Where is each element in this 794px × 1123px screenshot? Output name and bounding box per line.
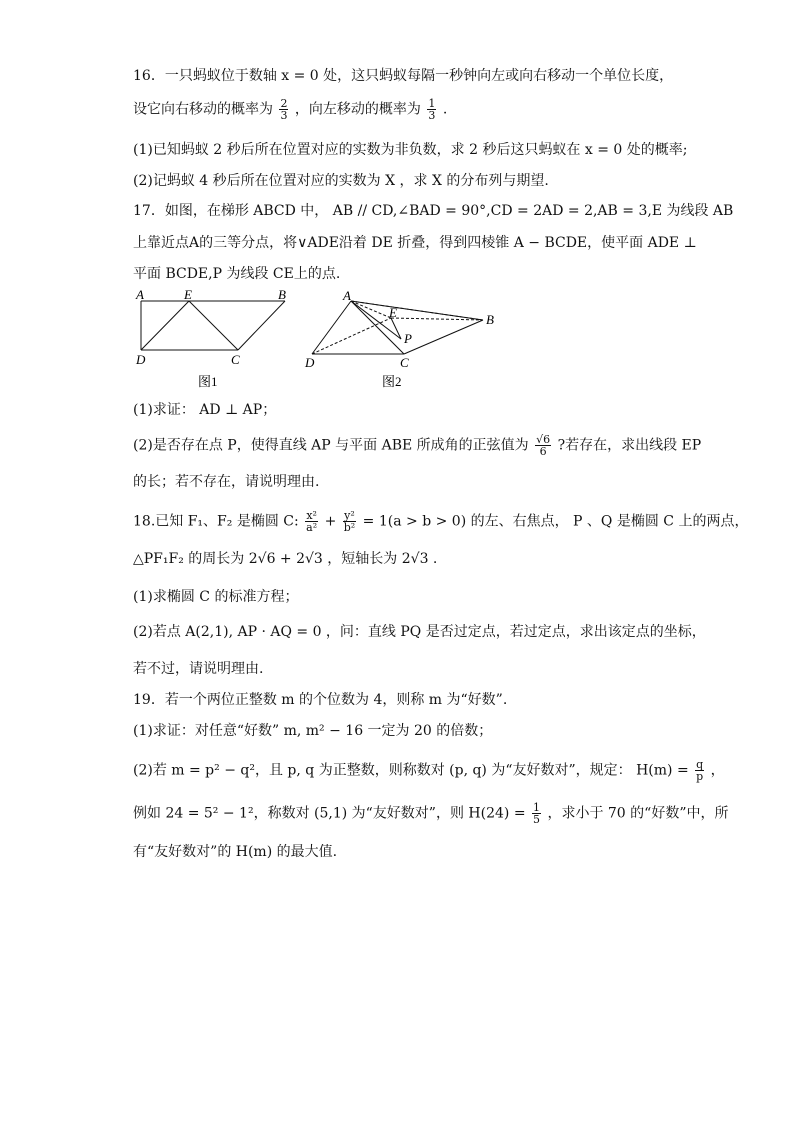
q17-line-3: 平面 BCDE,P 为线段 CE上的点.: [133, 266, 341, 282]
fraction-1-5: $\frac{1}{5}$: [533, 801, 540, 826]
q19-part-2: [133, 759, 725, 782]
fraction-1-3: $\frac{1}{3}$: [428, 97, 436, 122]
fig2-label-p: P: [404, 331, 412, 346]
q18-line-1: [133, 510, 748, 533]
figure-2-caption: 图2: [382, 374, 402, 389]
q16-part-1: (1)已知蚂蚁 2 秒后所在位置对应的实数为非负数，求 2 秒后这只蚂蚁在 x = 0 处的概率;: [133, 142, 688, 158]
q19-part-2-text-a: (2)若 m = p² − q²，且 p, q 为正整数，则称数对 (p, q) 为“友好数对”，规定： H(m) =: [133, 762, 689, 779]
q19-part-1: (1)求证：对任意“好数” m, m² − 16 一定为 20 的倍数；: [133, 723, 493, 739]
q18-line-2: △PF₁F₂ 的周长为 2√6 + 2√3 ，短轴长为 2√3 .: [133, 551, 438, 567]
q17-part-2-text-b: ?若存在，求出线段 EP: [557, 437, 702, 454]
fraction-sqrt6-6: $\frac{√6}{6}$: [536, 433, 551, 458]
q19-example-text-a: 例如 24 = 5² − 1²，称数对 (5,1) 为“友好数对”，则 H(24) =: [133, 805, 526, 822]
figure-2-pyramid: [300, 286, 510, 391]
fig1-label-b: B: [278, 287, 286, 302]
q16-line-2: [133, 98, 447, 121]
fig1-label-e: E: [184, 287, 192, 302]
figure-1-caption: 图1: [198, 374, 218, 389]
fraction-x2-a2: $\frac{\text{x²}}{\text{a²}}$: [306, 509, 318, 534]
q17-part-2-text-a: (2)是否存在点 P，使得直线 AP 与平面 ABE 所成角的正弦值为: [133, 437, 529, 454]
fig2-label-b: B: [486, 312, 494, 327]
q18-line-1-text-b: = 1(a > b > 0) 的左、右焦点， P 、Q 是椭圆 C 上的两点，: [362, 513, 749, 530]
q16-line-2-text-c: .: [442, 101, 448, 118]
q19-part-2-text-end: ，: [710, 762, 725, 779]
q18-part-2: (2)若点 A(2,1), AP · AQ = 0 ，问：直线 PQ 是否过定点，若过定点，求出该定点的坐标，: [133, 624, 706, 640]
fig2-label-d: D: [305, 355, 315, 370]
fig2-label-c: C: [400, 355, 409, 370]
q16-line-1: 16．一只蚂蚁位于数轴 x = 0 处，这只蚂蚁每隔一秒钟向左或向右移动一个单位长度，: [133, 68, 674, 84]
q19-line-1: 19．若一个两位正整数 m 的个位数为 4，则称 m 为“好数”.: [133, 692, 508, 708]
fig2-label-a: A: [343, 288, 351, 303]
fraction-q-p: $\frac{q}{p}$: [696, 758, 704, 783]
fig1-label-d: D: [136, 352, 146, 367]
q17-line-2: 上靠近点A的三等分点，将∨ADE沿着 DE 折叠，得到四棱锥 A − BCDE，使平面 ADE ⊥: [133, 235, 697, 251]
q17-part-2: [133, 434, 701, 457]
q18-line-1-text-a: 18.已知 F₁、F₂ 是椭圆 C:: [133, 513, 299, 530]
q18-part-2-cont: 若不过，请说明理由.: [133, 661, 264, 677]
fig2-label-e: E: [389, 305, 397, 320]
plus-sign: +: [324, 513, 337, 530]
q16-line-2-text-a: 设它向右移动的概率为: [133, 101, 273, 118]
fraction-2-3: $\frac{2}{3}$: [280, 97, 288, 122]
fraction-y2-b2: $\frac{\text{y²}}{\text{b²}}$: [343, 509, 356, 534]
fig1-label-c: C: [231, 352, 240, 367]
q18-part-1: (1)求椭圆 C 的标准方程；: [133, 589, 299, 605]
q17-part-1: (1)求证： AD ⊥ AP；: [133, 402, 277, 418]
q19-example-text-b: ，求小于 70 的“好数”中，所: [547, 805, 729, 822]
q17-part-2-cont: 的长；若不存在，请说明理由.: [133, 474, 320, 490]
q19-part-2-cont: 有“友好数对”的 H(m) 的最大值.: [133, 844, 338, 860]
fig1-label-a: A: [136, 287, 144, 302]
figure-1-trapezoid: [130, 286, 295, 391]
q16-line-2-text-b: ，向左移动的概率为: [294, 101, 421, 118]
q19-example-line: [133, 802, 728, 825]
q17-line-1: 17．如图，在梯形 ABCD 中， AB // CD,∠BAD = 90°,CD = 2AD = 2,AB = 3,E 为线段 AB: [133, 203, 734, 219]
q16-part-2: (2)记蚂蚁 4 秒后所在位置对应的实数为 X ，求 X 的分布列与期望.: [133, 173, 549, 189]
